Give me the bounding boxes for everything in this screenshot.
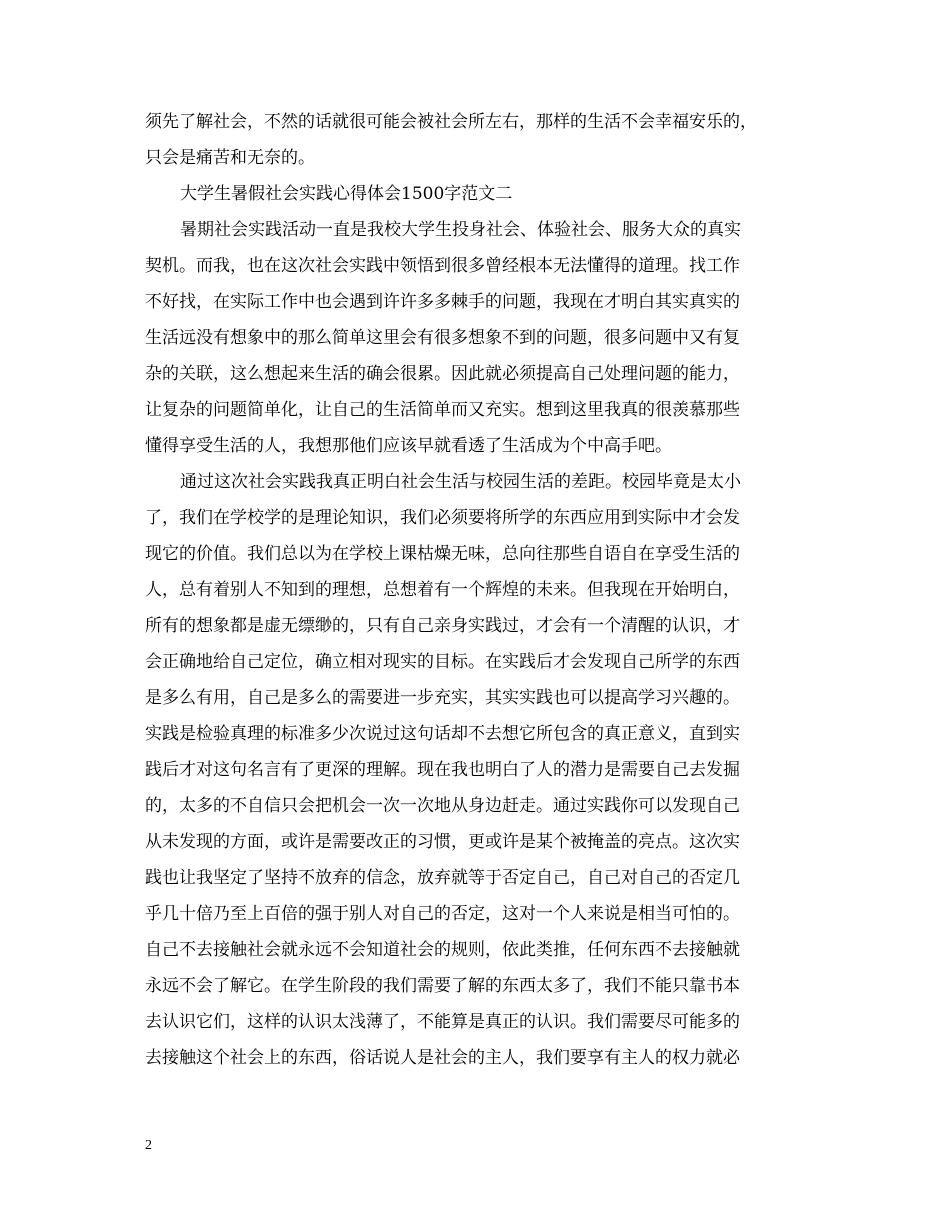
text-line-14: 人，总有着别人不知到的理想，总想着有一个辉煌的未来。但我现在开始明白，: [145, 580, 740, 600]
text-line-9: 让复杂的问题简单化，让自己的生活简单而又充实。想到这里我真的很羡慕那些: [145, 400, 740, 420]
text-line-22: 践也让我坚定了坚持不放弃的信念，放弃就等于否定自己，自己对自己的否定几: [145, 868, 740, 888]
text-line-21: 从未发现的方面，或许是需要改正的习惯，更或许是某个被掩盖的亮点。这次实: [145, 832, 740, 852]
text-line-23: 乎几十倍乃至上百倍的强于别人对自己的否定，这对一个人来说是相当可怕的。: [145, 904, 740, 924]
text-line-1: 须先了解社会，不然的话就很可能会被社会所左右，那样的生活不会幸福安乐的，: [145, 112, 757, 132]
text-line-20: 的，太多的不自信只会把机会一次一次地从身边赶走。通过实践你可以发现自己: [145, 796, 740, 816]
text-line-8: 杂的关联，这么想起来生活的确会很累。因此就必须提高自己处理问题的能力，: [145, 364, 740, 384]
text-line-19: 践后才对这句名言有了更深的理解。现在我也明白了人的潜力是需要自己去发掘: [145, 760, 740, 780]
text-line-24: 自己不去接触社会就永远不会知道社会的规则，依此类推，任何东西不去接触就: [145, 940, 740, 960]
text-line-5: 契机。而我，也在这次社会实践中领悟到很多曾经根本无法懂得的道理。找工作: [145, 256, 740, 276]
text-line-12: 了，我们在学校学的是理论知识，我们必须要将所学的东西应用到实际中才会发: [145, 508, 740, 528]
text-line-27: 去接触这个社会上的东西，俗话说人是社会的主人，我们要享有主人的权力就必: [145, 1048, 740, 1068]
page-number: 2: [145, 1138, 152, 1153]
text-line-26: 去认识它们，这样的认识太浅薄了，不能算是真正的认识。我们需要尽可能多的: [145, 1012, 740, 1032]
text-line-15: 所有的想象都是虚无缥缈的，只有自己亲身实践过，才会有一个清醒的认识，才: [145, 616, 740, 636]
text-line-17: 是多么有用，自己是多么的需要进一步充实，其实实践也可以提高学习兴趣的。: [145, 688, 740, 708]
text-line-6: 不好找，在实际工作中也会遇到许许多多棘手的问题，我现在才明白其实真实的: [145, 292, 740, 312]
section-title: 大学生暑假社会实践心得体会1500字范文二: [180, 184, 513, 204]
text-line-25: 永远不会了解它。在学生阶段的我们需要了解的东西太多了，我们不能只靠书本: [145, 976, 740, 996]
text-line-10: 懂得享受生活的人，我想那他们应该早就看透了生活成为个中高手吧。: [145, 436, 672, 456]
text-line-16: 会正确地给自己定位，确立相对现实的目标。在实践后才会发现自己所学的东西: [145, 652, 740, 672]
text-line-4: 暑期社会实践活动一直是我校大学生投身社会、体验社会、服务大众的真实: [180, 220, 741, 240]
text-line-11: 通过这次社会实践我真正明白社会生活与校园生活的差距。校园毕竟是太小: [180, 472, 741, 492]
text-line-18: 实践是检验真理的标准多少次说过这句话却不去想它所包含的真正意义，直到实: [145, 724, 740, 744]
text-line-7: 生活远没有想象中的那么简单这里会有很多想象不到的问题，很多问题中又有复: [145, 328, 740, 348]
text-line-13: 现它的价值。我们总以为在学校上课枯燥无味，总向往那些自语自在享受生活的: [145, 544, 740, 564]
text-line-2: 只会是痛苦和无奈的。: [145, 148, 315, 168]
